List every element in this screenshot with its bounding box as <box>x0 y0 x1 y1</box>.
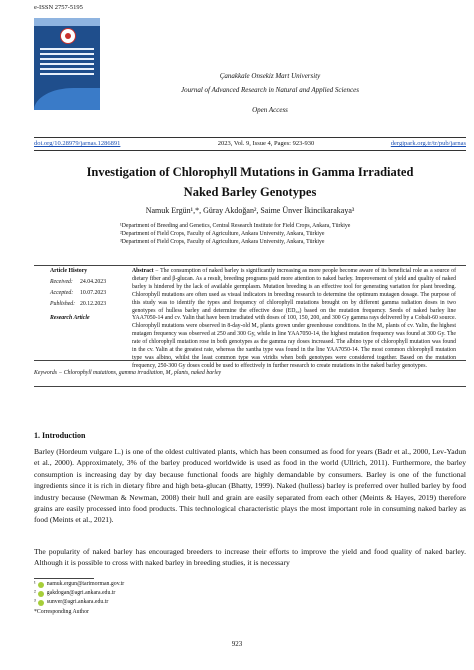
header-rule-bottom <box>34 150 466 151</box>
affiliations <box>120 222 420 247</box>
section-heading: 1. Introduction <box>34 431 86 440</box>
keywords-rule <box>34 386 466 387</box>
header-rule <box>34 137 466 138</box>
email-1[interactable]: namuk.ergun@tarimorman.gov.tr <box>46 581 125 587</box>
authors: Namuk Ergün¹,*, Güray Akdoğan², Saime Ünver İkincikarakaya³ <box>145 206 355 215</box>
email-2[interactable]: gakdogan@agri.ankara.edu.tr <box>46 590 116 597</box>
volume-info: 2023, Vol. 9, Issue 4, Pages: 923-930 <box>217 140 315 147</box>
footnotes: ¹ namuk.ergun@tarimorman.gov.tr ² gakdogan@agri.ankara.edu.tr ³ sunver@agri.ankara.edu.tr *Corresponding Author <box>34 580 124 617</box>
affiliation-2: ²Department of Field Crops, Faculty of Agriculture, Ankara University, Ankara, Türkiye <box>120 231 325 238</box>
university-name: Çanakkale Onsekiz Mart University <box>219 72 321 80</box>
affiliation-1: ¹Department of Breeding and Genetics, Central Research Institute for Field Crops, Ankara, Türkiye <box>120 223 351 229</box>
introduction-paragraph-1: Barley (Hordeum vulgare L.) is one of the oldest cultivated plants, which has been consumed as food for years (Badr et al., 2000, Lev-Yadun et al., 2000). Approximately, 3% of the barley produced worldwide is used as food in the world (Ullrich, 2011). Furthermore, the barley consumption is increasing day by day because functional foods are highly demandable by consumers. Barley is one of the functional ingredients since it is rich in dietary fibre and high beta-glucan (Bhatty, 1999). Naked (hulless) barley is preferred over hulled barley by food industry because (Newman & Newman, 2008) their hull and grain are easily separated from each other (Meints & Hayes, 2019) therefore grains are easily processed into food products. This technological characteristic plays the most important role in consuming naked barley as food (Meints et al., 2021). <box>34 447 466 525</box>
eissn: e-ISSN 2757-5195 <box>34 4 83 11</box>
keywords: Keywords − Chlorophyll mutations, gamma irradiation, M₂ plants, naked barley <box>34 370 222 376</box>
footnote-rule <box>34 578 94 579</box>
article-type: Research Article <box>50 315 90 321</box>
journal-name: Journal of Advanced Research in Natural and Applied Sciences <box>181 86 359 94</box>
journal-cover-image <box>34 18 100 110</box>
orcid-icon[interactable] <box>38 591 44 597</box>
orcid-icon[interactable] <box>38 600 44 606</box>
email-3[interactable]: sunver@agri.ankara.edu.tr <box>46 599 109 606</box>
history-heading: Article History <box>50 268 88 274</box>
introduction-paragraph-2: The popularity of naked barley has encouraged breeders to increase their efforts to improve the yield and food quality of naked barley. Although it is possible to cross with naked barley in breeding studies, it is necessary <box>34 547 466 568</box>
orcid-icon[interactable] <box>38 582 44 588</box>
affiliation-3: ³Department of Field Crops, Faculty of Agriculture, Ankara University, Ankara, Türkiye <box>120 239 325 246</box>
article-title: Investigation of Chlorophyll Mutations in Gamma Irradiated Naked Barley Genotypes <box>86 165 414 199</box>
page-number: 923 <box>231 640 243 648</box>
abstract: Abstract − The consumption of naked barley is significantly increasing as more people become aware of its beneficial role as a source of dietary fiber and β-glucan. As a result, breeding programs paid more attention to naked barley. Improvement of yield and quality of naked barley is hindered by the lack of available germplasm. Mutation breeding is an effective tool for generating variation for plant breeding. Chlorophyll mutations are often used as visual indicators in breeding research to determine the optimum mutagen dosage. The purpose of this study was to identify the types and frequency of chlorophyll mutations brought on by different gamma radiation doses in two genotypes of hulless barley and determine the effective dose (ED₅₀) based on the mutation frequency. Seeds of naked barley line YAA7050-14 and cv. Yalin that have been irradiated with doses of 100, 150, 200, and 300 Gy gamma rays delivered by a Cobalt-60 source. Chlorophyll mutations were observed in 8-day-old M₂ plants grown under greenhouse conditions. In the M₂ plants of cv. Yalin, the highest mutagen frequency was observed at 250 and 300 Gy, while in line YAA7050-14, the highest mutation frequency was found at 300 Gy. The rate of chlorophyll mutation rose in both genotypes as the gamma ray doses increased. The albino type of chlorophyll mutation was found in the cv. Yalin at the greatest rate, whereas the xantha type was found in the line YAA7050-14. The most common chlorophyll mutation type was albino, whilst the least common type was viridis when both genotypes were considered together. Based on the mutation frequency, 250-300 Gy doses could be used to effectively in further research to create mutations in the naked barley genotypes. <box>132 268 456 369</box>
corresponding-author-note: *Corresponding Author <box>34 608 89 615</box>
university-logo-icon <box>60 28 76 44</box>
open-access-label: Open Access <box>252 106 288 114</box>
journal-portal-link[interactable]: dergipark.org.tr/tr/pub/jarnas <box>390 140 466 147</box>
doi-link[interactable]: doi.org/10.28979/jarnas.1286891 <box>34 140 121 147</box>
article-history: Article History Received: 24.04.2023 Accepted: 10.07.2023 Published: 20.12.2023 Research Article <box>50 268 107 321</box>
